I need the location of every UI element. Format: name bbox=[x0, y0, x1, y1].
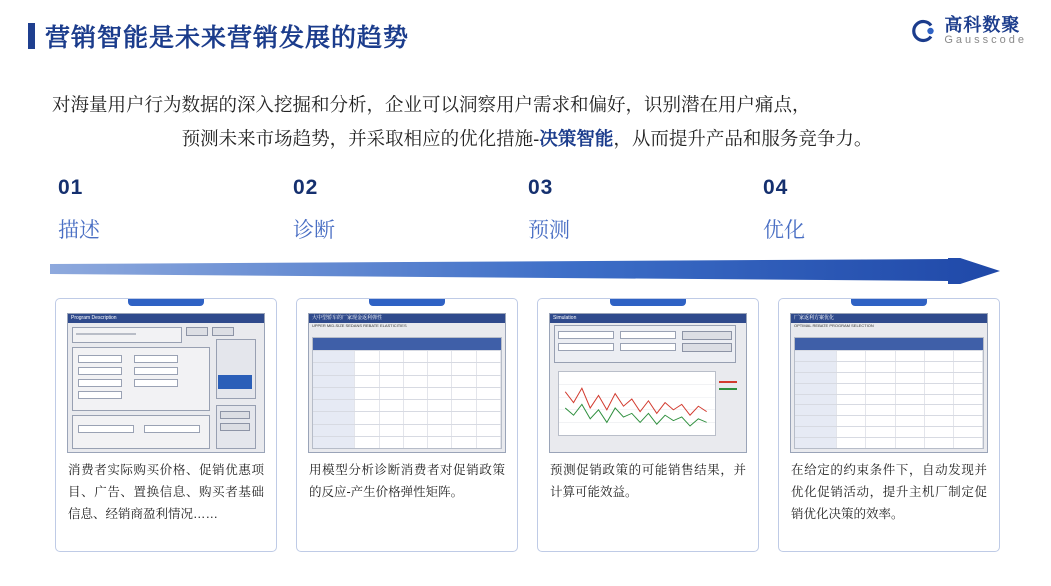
table-row bbox=[795, 383, 983, 394]
gausscode-logo-icon bbox=[910, 18, 936, 44]
table-row bbox=[313, 387, 501, 399]
chart-legend bbox=[717, 377, 743, 403]
step-number: 01 bbox=[58, 176, 84, 199]
card-diagnose[interactable] bbox=[296, 298, 518, 552]
table-row bbox=[795, 372, 983, 383]
screenshot-subtitle: OPTIMAL REBATE PROGRAM SELECTION bbox=[794, 323, 874, 328]
brand-logo bbox=[910, 16, 1027, 46]
table-row bbox=[795, 437, 983, 448]
step-number: 02 bbox=[293, 176, 319, 199]
table-row bbox=[313, 424, 501, 436]
optimization-table bbox=[794, 337, 984, 449]
card-tab bbox=[610, 298, 686, 306]
step-list bbox=[58, 176, 998, 244]
screenshot-subtitle: UPPER MID-SIZE SEDANS REBATE ELASTICITIES bbox=[312, 323, 407, 328]
step-label: 优化 bbox=[763, 219, 805, 242]
screenshot-body bbox=[68, 323, 264, 452]
table-row bbox=[795, 394, 983, 405]
title-wrap bbox=[28, 15, 1027, 54]
card-predict[interactable] bbox=[537, 298, 759, 552]
paragraph-line-2-post: ，从而提升产品和服务竞争力。 bbox=[613, 128, 873, 149]
paragraph-highlight: 决策智能 bbox=[539, 128, 614, 149]
paragraph-line-2-pre: 预测未来市场趋势，并采取相应的优化措施- bbox=[181, 128, 540, 149]
card-tab bbox=[369, 298, 445, 306]
step-label: 预测 bbox=[528, 219, 570, 242]
step-number: 04 bbox=[763, 176, 789, 199]
card-optimize[interactable] bbox=[778, 298, 1000, 552]
intro-paragraph bbox=[52, 88, 1002, 156]
screenshot-titlebar: 厂家返利方案优化 bbox=[791, 314, 987, 323]
screenshot-body bbox=[550, 323, 746, 452]
card-tab bbox=[128, 298, 204, 306]
screenshot-body bbox=[309, 323, 505, 452]
logo-name-cn: 高科数聚 bbox=[944, 15, 1021, 35]
card-text: 预测促销政策的可能销售结果，并计算可能效益。 bbox=[550, 463, 746, 499]
card-list bbox=[55, 298, 1000, 552]
simulation-chart bbox=[558, 371, 716, 436]
card-text: 在给定的约束条件下，自动发现并优化促销活动，提升主机厂制定促销优化决策的效率。 bbox=[791, 463, 987, 521]
table-row bbox=[313, 350, 501, 362]
card-describe[interactable] bbox=[55, 298, 277, 552]
paragraph-line-1: 对海量用户行为数据的深入挖掘和分析，企业可以洞察用户需求和偏好，识别潜在用户痛点， bbox=[52, 94, 811, 115]
table-row bbox=[313, 362, 501, 374]
progress-arrow-icon bbox=[50, 258, 1000, 284]
card-tab bbox=[851, 298, 927, 306]
step-label: 诊断 bbox=[293, 219, 335, 242]
page-title: 营销智能是未来营销发展的趋势 bbox=[45, 24, 410, 52]
logo-text bbox=[944, 16, 1027, 46]
screenshot-titlebar: 大中型轿车的厂家现金返利弹性 bbox=[309, 314, 505, 323]
slide-header bbox=[28, 15, 1027, 60]
screenshot-program-description bbox=[67, 313, 265, 453]
step-item-04 bbox=[763, 176, 998, 244]
title-accent-bar bbox=[28, 23, 35, 49]
step-number: 03 bbox=[528, 176, 554, 199]
card-text: 用模型分析诊断消费者对促销政策的反应-产生价格弹性矩阵。 bbox=[309, 463, 505, 499]
card-text: 消费者实际购买价格、促销优惠项目、广告、置换信息、购买者基础信息、经销商盈利情况…… bbox=[68, 463, 264, 521]
table-header-row bbox=[795, 338, 983, 350]
step-item-02 bbox=[293, 176, 528, 244]
screenshot-optimal-rebate bbox=[790, 313, 988, 453]
table-row bbox=[795, 350, 983, 361]
table-row bbox=[795, 426, 983, 437]
table-row bbox=[795, 361, 983, 372]
screenshot-simulation bbox=[549, 313, 747, 453]
table-row bbox=[313, 375, 501, 387]
screenshot-body bbox=[791, 323, 987, 452]
step-item-01 bbox=[58, 176, 293, 244]
logo-name-en: Gausscode bbox=[944, 33, 1027, 46]
table-row bbox=[795, 415, 983, 426]
step-item-03 bbox=[528, 176, 763, 244]
screenshot-rebate-elasticities bbox=[308, 313, 506, 453]
table-header-row bbox=[313, 338, 501, 350]
screenshot-titlebar: Program Description bbox=[68, 314, 264, 323]
elasticity-table bbox=[312, 337, 502, 449]
table-row bbox=[313, 411, 501, 423]
step-label: 描述 bbox=[58, 219, 100, 242]
screenshot-titlebar: Simulation bbox=[550, 314, 746, 323]
table-row bbox=[795, 404, 983, 415]
table-row bbox=[313, 436, 501, 448]
paragraph-line-2 bbox=[52, 122, 1002, 156]
table-row bbox=[313, 399, 501, 411]
